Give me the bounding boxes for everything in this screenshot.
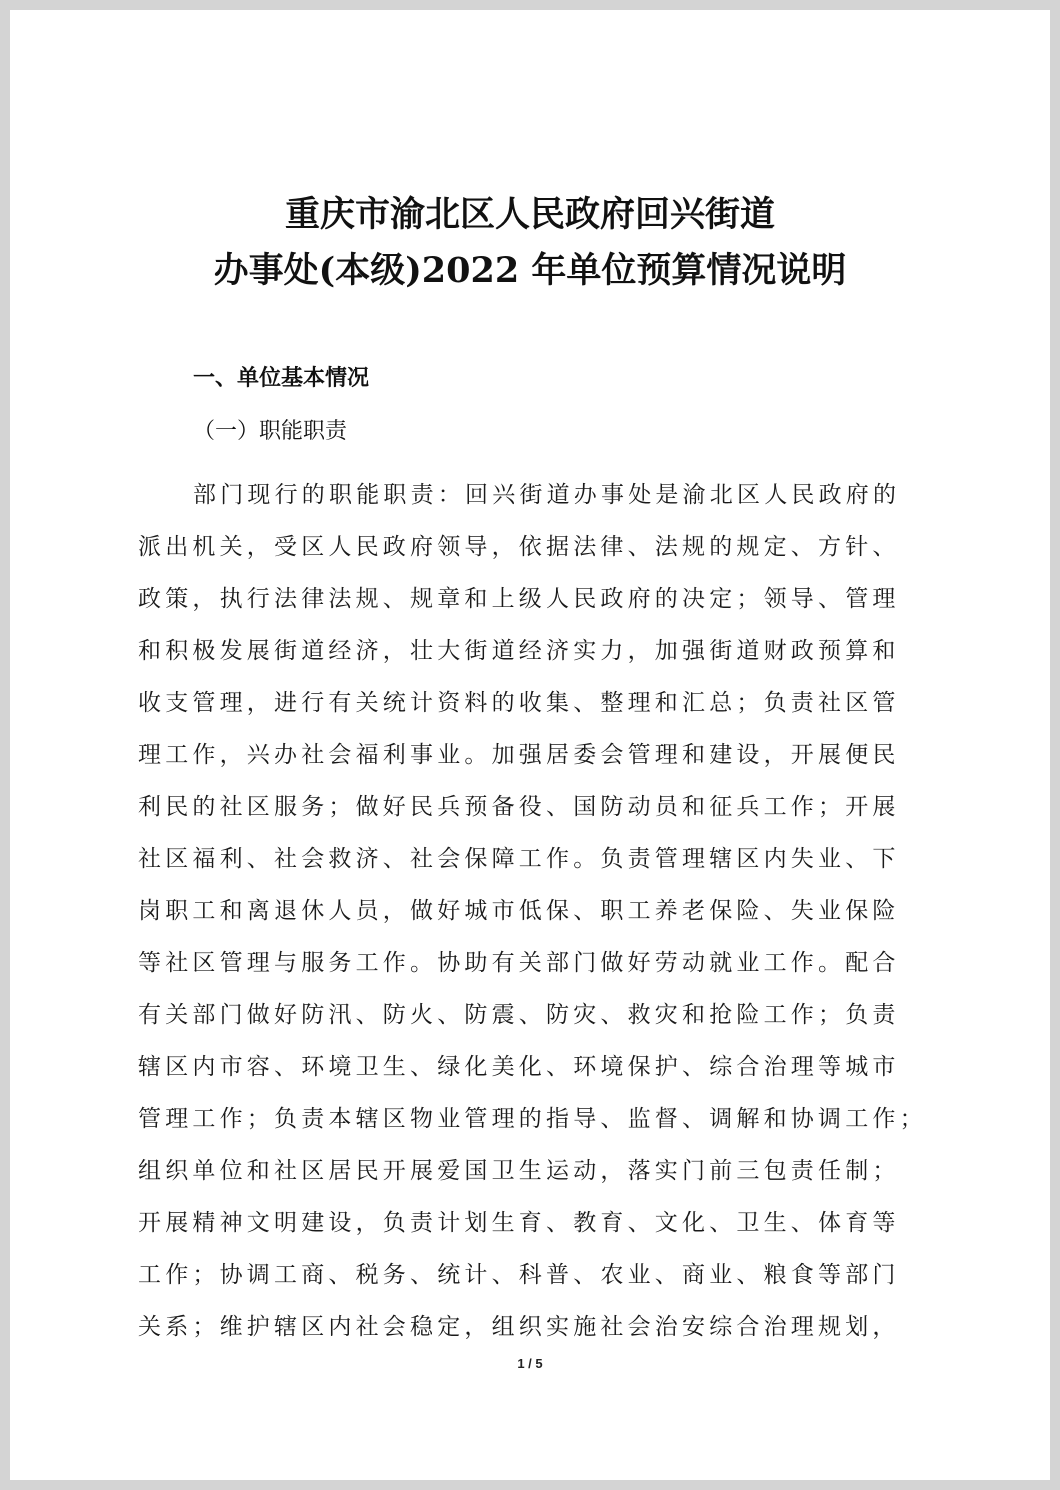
- body-text-line: 利民的社区服务；做好民兵预备役、国防动员和征兵工作；开展: [138, 794, 900, 820]
- body-text-line: 等社区管理与服务工作。协助有关部门做好劳动就业工作。配合: [138, 950, 900, 976]
- body-text-line: 部门现行的职能职责：回兴街道办事处是渝北区人民政府的: [193, 482, 901, 508]
- body-text-line: 开展精神文明建设，负责计划生育、教育、文化、卫生、体育等: [138, 1210, 900, 1236]
- document-title-line2: 办事处(本级)2022 年单位预算情况说明: [213, 250, 847, 291]
- body-text-line: 收支管理，进行有关统计资料的收集、整理和汇总；负责社区管: [138, 690, 900, 716]
- section-heading: 一、单位基本情况: [193, 366, 370, 391]
- document-page: [10, 10, 1050, 1480]
- document-title-line1: 重庆市渝北区人民政府回兴街道: [284, 194, 775, 235]
- body-text-line: 派出机关，受区人民政府领导，依据法律、法规的规定、方针、: [138, 534, 900, 560]
- body-text-line: 社区福利、社会救济、社会保障工作。负责管理辖区内失业、下: [138, 846, 900, 872]
- body-text-line: 岗职工和离退休人员，做好城市低保、职工养老保险、失业保险: [138, 898, 900, 924]
- body-text-line: 政策，执行法律法规、规章和上级人民政府的决定；领导、管理: [138, 586, 900, 612]
- body-text-line: 管理工作；负责本辖区物业管理的指导、监督、调解和协调工作；: [138, 1106, 927, 1132]
- body-text-line: 辖区内市容、环境卫生、绿化美化、环境保护、综合治理等城市: [138, 1054, 900, 1080]
- body-text-line: 理工作，兴办社会福利事业。加强居委会管理和建设，开展便民: [138, 742, 900, 768]
- body-text-line: 组织单位和社区居民开展爱国卫生运动，落实门前三包责任制；: [138, 1158, 900, 1184]
- subsection-heading: （一）职能职责: [193, 419, 348, 444]
- body-text-line: 关系；维护辖区内社会稳定，组织实施社会治安综合治理规划，: [138, 1314, 900, 1340]
- body-text-line: 有关部门做好防汛、防火、防震、防灾、救灾和抢险工作；负责: [138, 1002, 900, 1028]
- page-number: 1 / 5: [517, 1356, 543, 1371]
- body-text-line: 工作；协调工商、税务、统计、科普、农业、商业、粮食等部门: [138, 1262, 900, 1288]
- body-text-line: 和积极发展街道经济，壮大街道经济实力，加强街道财政预算和: [138, 638, 900, 664]
